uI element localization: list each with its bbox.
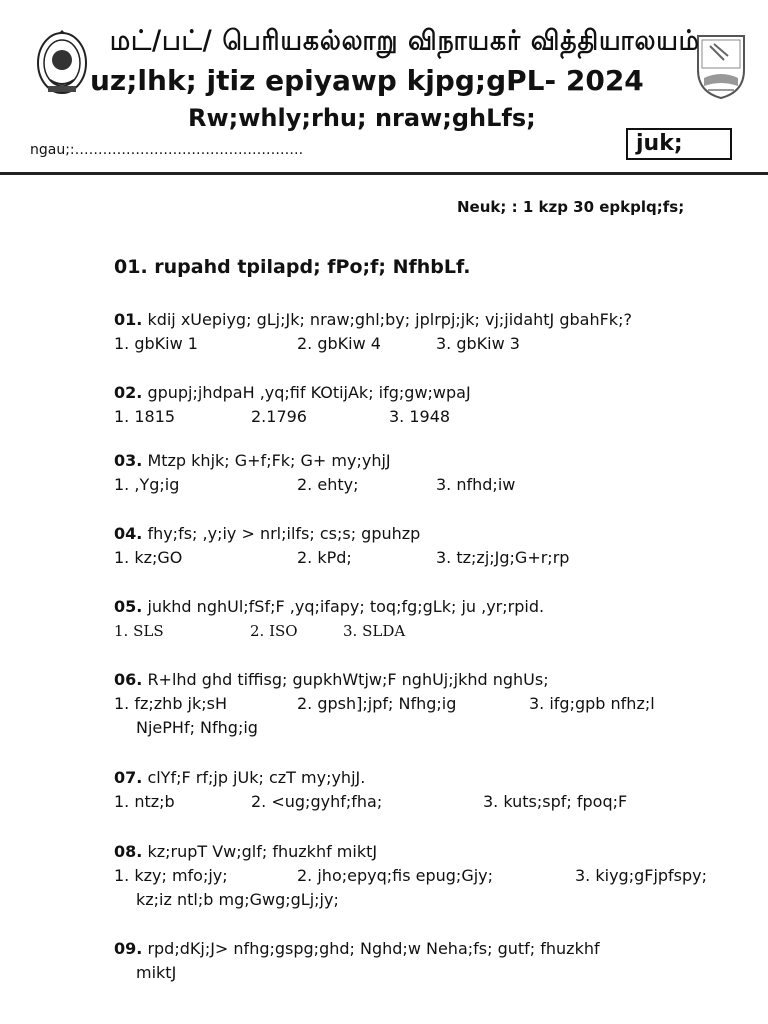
question-text: gpupj;jhdpaH ,yq;fif KOtijAk; ifg;gw;wpaJ <box>147 383 471 402</box>
option-3[interactable]: 3. kiyg;gFjpfspy; <box>575 866 708 885</box>
option-1[interactable]: 1. gbKiw 1 <box>114 334 198 353</box>
school-crest-logo <box>694 30 748 100</box>
national-emblem-logo <box>36 30 88 96</box>
question-number: 05. <box>114 597 143 616</box>
option-2[interactable]: 2.1796 <box>251 407 307 426</box>
option-1[interactable]: 1. kz;GO <box>114 548 183 567</box>
question-continuation: miktJ <box>136 963 177 982</box>
header-divider <box>0 172 768 175</box>
option-2[interactable]: 2. ehty; <box>297 475 359 494</box>
question-5 <box>114 595 754 643</box>
question-text: kz;rupT Vw;glf; fhuzkhf miktJ <box>147 842 378 861</box>
question-8 <box>114 840 754 912</box>
option-2[interactable]: 2. jho;epyq;fis epug;Gjy; <box>297 866 494 885</box>
option-1[interactable]: 1. kzy; mfo;jy; <box>114 866 228 885</box>
question-number: 08. <box>114 842 143 861</box>
section-title: 01. rupahd tpilapd; fPo;f; NfhbLf. <box>114 256 471 278</box>
option-2[interactable]: 2. gpsh];jpf; Nfhg;ig <box>297 694 457 713</box>
exam-title: uz;lhk; jtiz epiyawp kjpg;gPL- 2024 <box>90 64 644 97</box>
option-continuation: NjePHf; Nfhg;ig <box>136 718 258 737</box>
question-7 <box>114 766 754 814</box>
question-text: rpd;dKj;J> nfhg;gspg;ghd; Nghd;w Neha;fs; gutf; fhuzkhf <box>147 939 600 958</box>
question-9 <box>114 937 754 985</box>
option-1[interactable]: 1. 1815 <box>114 407 176 426</box>
exam-duration: Neuk; : 1 kzp 30 epkplq;fs; <box>457 198 685 216</box>
question-number: 07. <box>114 768 143 787</box>
question-1 <box>114 308 754 356</box>
question-number: 01. <box>114 310 143 329</box>
question-text: Mtzp khjk; G+f;Fk; G+ my;yhjJ <box>147 451 391 470</box>
question-text: jukhd nghUl;fSf;F ,yq;ifapy; toq;fg;gLk; ju ,yr;rpid. <box>147 597 545 616</box>
option-1[interactable]: 1. ,Yg;ig <box>114 475 180 494</box>
option-3[interactable]: 3. gbKiw 3 <box>436 334 520 353</box>
option-3[interactable]: 3. kuts;spf; fpoq;F <box>483 792 628 811</box>
option-2[interactable]: 2. ISO <box>250 622 298 640</box>
question-6 <box>114 668 754 740</box>
option-continuation: kz;iz ntl;b mg;Gwg;gLj;jy; <box>136 890 339 909</box>
option-3[interactable]: 3. nfhd;iw <box>436 475 516 494</box>
question-number: 06. <box>114 670 143 689</box>
option-1[interactable]: 1. ntz;b <box>114 792 175 811</box>
option-1[interactable]: 1. fz;zhb jk;sH <box>114 694 228 713</box>
question-number: 04. <box>114 524 143 543</box>
subject-title: Rw;whly;rhu; nraw;ghLfs; <box>188 104 536 132</box>
question-number: 03. <box>114 451 143 470</box>
student-name-field[interactable]: ngau;:…………………………………………. <box>30 142 304 158</box>
option-3[interactable]: 3. tz;zj;Jg;G+r;rp <box>436 548 570 567</box>
option-3[interactable]: 3. ifg;gpb nfhz;l <box>529 694 655 713</box>
question-text: R+lhd ghd tiffisg; gupkhWtjw;F nghUj;jkhd nghUs; <box>147 670 549 689</box>
question-text: kdij xUepiyg; gLj;Jk; nraw;ghl;by; jplrpj;jk; vj;jidahtJ gbahFk;? <box>147 310 632 329</box>
question-3 <box>114 449 754 497</box>
option-2[interactable]: 2. kPd; <box>297 548 352 567</box>
school-name: மட்/பட்/ பெரியகல்லாறு விநாயகர் வித்தியாலயம் <box>110 24 700 57</box>
question-text: fhy;fs; ,y;iy > nrl;ilfs; cs;s; gpuhzp <box>147 524 421 543</box>
option-2[interactable]: 2. gbKiw 4 <box>297 334 381 353</box>
grade-box[interactable]: juk; <box>626 128 732 160</box>
question-4 <box>114 522 754 570</box>
option-2[interactable]: 2. <ug;gyhf;fha; <box>251 792 383 811</box>
question-number: 09. <box>114 939 143 958</box>
option-3[interactable]: 3. 1948 <box>389 407 451 426</box>
question-2 <box>114 381 754 429</box>
question-text: clYf;F rf;jp jUk; czT my;yhjJ. <box>147 768 366 787</box>
question-number: 02. <box>114 383 143 402</box>
option-1[interactable]: 1. SLS <box>114 622 164 640</box>
option-3[interactable]: 3. SLDA <box>343 622 406 640</box>
